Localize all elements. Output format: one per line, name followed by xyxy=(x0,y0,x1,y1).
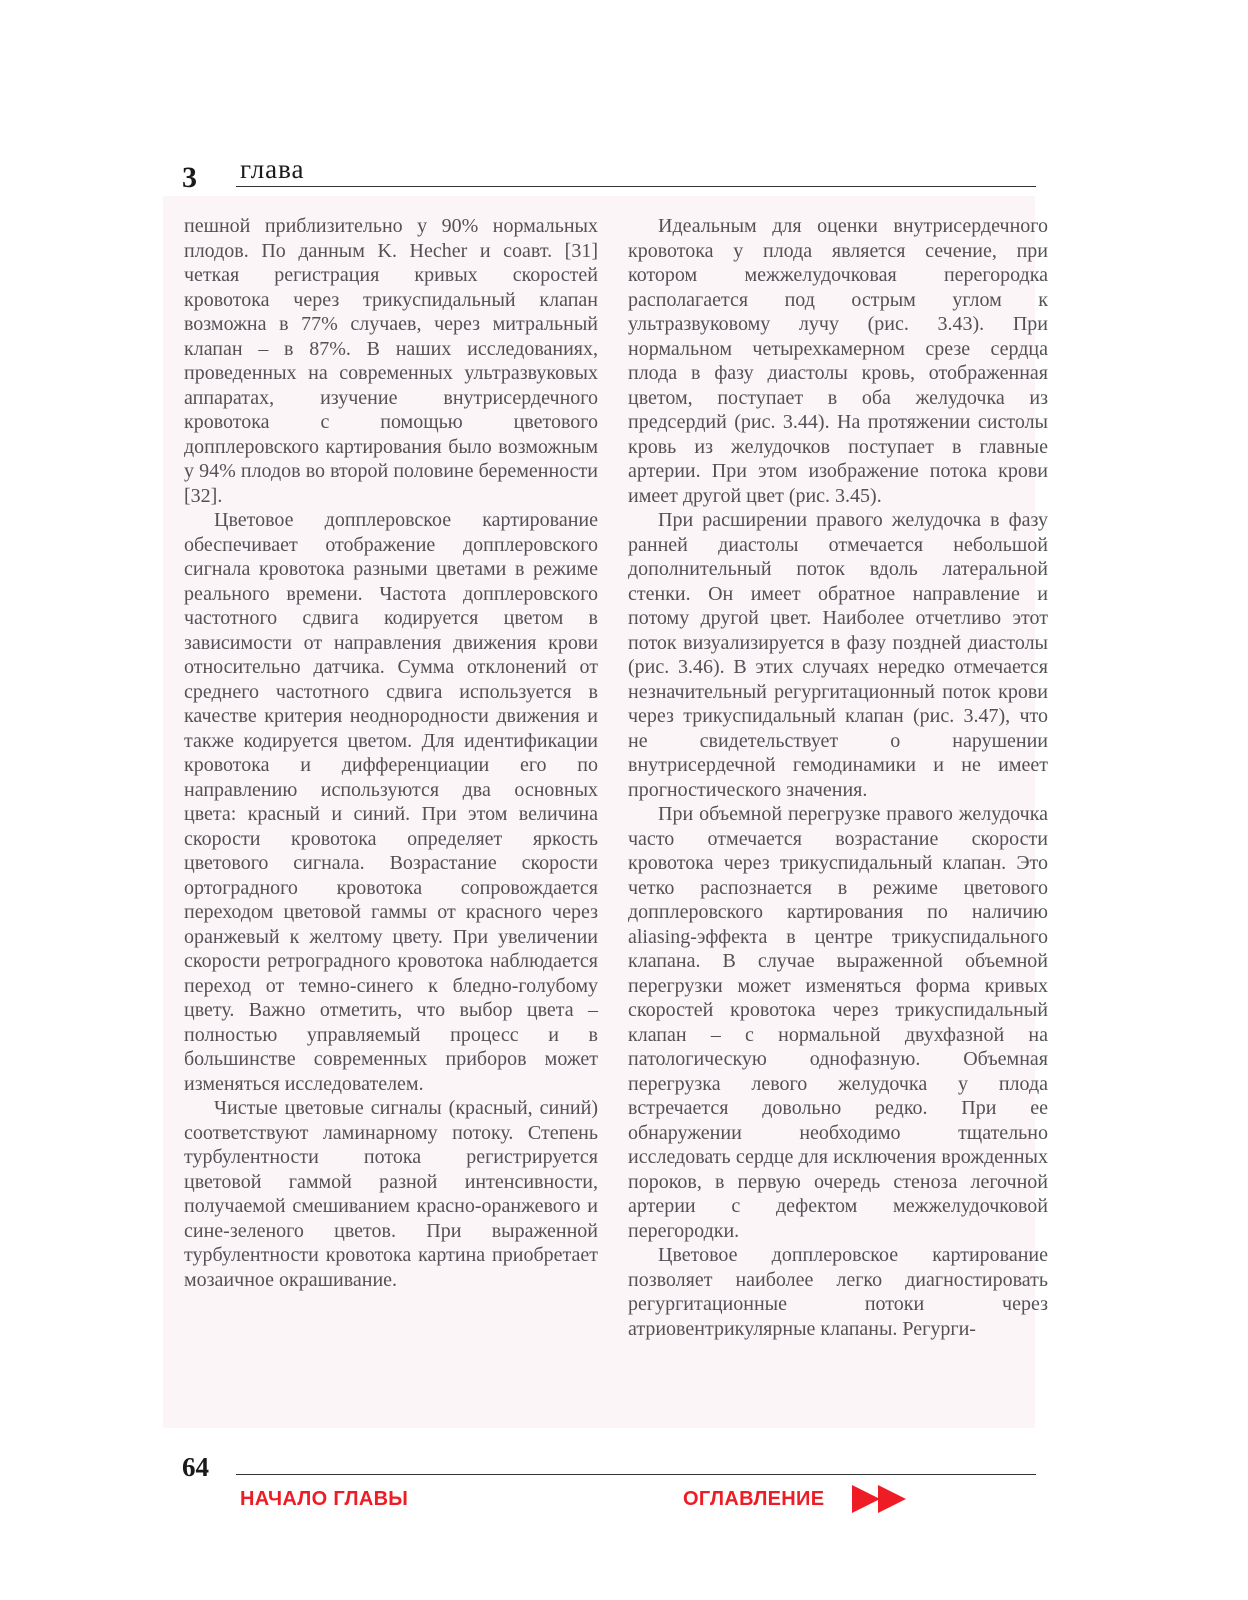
paragraph: Цветовое допплеровское картирование обеспечивает отображение допплеровского сигнала кровотока разными цветами в режиме реального времени. Частота допплеровского частотного сдвига кодируется цветом в зависимости от направления движения крови относительно датчика. Сумма отклонений от среднего частотного сдвига используется в качестве критерия неоднородности движения и также кодируется цветом. Для идентификации кровотока и дифференциации его по направлению используются два основных цвета: красный и синий. При этом величина скорости кровотока определяет яркость цветового сигнала. Возрастание скорости ортоградного кровотока сопровождается переходом цветовой гаммы от красного через оранжевый к желтому цвету. При увеличении скорости ретроградного кровотока наблюдается переход от темно-синего к бледно-голубому цвету. Важно отметить, что выбор цвета – полностью управляемый процесс и в большинстве современных приборов может изменяться исследователем. xyxy=(184,509,598,1095)
left-column xyxy=(184,214,598,1292)
footer-rule xyxy=(236,1474,1036,1475)
paragraph: При объемной перегрузке правого желудочка часто отмечается возрастание скорости кровотока через трикуспидальный клапан. Это четко распознается в режиме цветового допплеровского картирования по наличию aliasing-эффекта в центре трикуспидального клапана. В случае выраженной объемной перегрузки может изменяться форма кривых скоростей кровотока через трикуспидальный клапан – с нормальной двухфазной на патологическую однофазную. Объемная перегрузка левого желудочка у плода встречается довольно редко. При ее обнаружении необходимо тщательно исследовать сердце для исключения врожденных пороков, в первую очередь стеноза легочной артерии с дефектом межжелудочковой перегородки. xyxy=(628,803,1048,1242)
page-number: 64 xyxy=(182,1452,209,1482)
right-column xyxy=(628,214,1048,1341)
table-of-contents-link[interactable]: ОГЛАВЛЕНИЕ xyxy=(683,1488,825,1510)
chapter-label: глава xyxy=(240,154,305,184)
paragraph: пешной приблизительно у 90% нормальных плодов. По данным K. Hecher и соавт. [31] четкая регистрация кривых скоростей кровотока через трикуспидальный клапан возможна в 77% случаев, через митральный клапан – в 87%. В наших исследованиях, проведенных на современных ультразвуковых аппаратах, изучение внутрисердечного кровотока с помощью цветового допплеровского картирования было возможным у 94% плодов во второй половине беременности [32]. xyxy=(184,215,598,507)
double-triangle-forward-icon[interactable] xyxy=(852,1485,912,1513)
chapter-start-link[interactable]: НАЧАЛО ГЛАВЫ xyxy=(240,1488,409,1510)
paragraph: Чистые цветовые сигналы (красный, синий) соответствуют ламинарному потоку. Степень турбулентности потока регистрируется цветовой гаммой разной интенсивности, получаемой смешиванием красно-оранжевого и сине-зеленого цветов. При выраженной турбулентности кровотока картина приобретает мозаичное окрашивание. xyxy=(184,1097,598,1291)
header-rule xyxy=(236,186,1036,187)
chapter-number: 3 xyxy=(182,161,197,194)
paragraph: При расширении правого желудочка в фазу ранней диастолы отмечается небольшой дополнительный поток вдоль латеральной стенки. Он имеет обратное направление и потому другой цвет. Наиболее отчетливо этот поток визуализируется в фазу поздней диастолы (рис. 3.46). В этих случаях нередко отмечается незначительный регургитационный поток крови через трикуспидальный клапан (рис. 3.47), что не свидетельствует о нарушении внутрисердечной гемодинамики и не имеет прогностического значения. xyxy=(628,509,1048,801)
paragraph: Цветовое допплеровское картирование позволяет наиболее легко диагностировать регургитационные потоки через атриовентрикулярные клапаны. Регурги- xyxy=(628,1244,1048,1340)
paragraph: Идеальным для оценки внутрисердечного кровотока у плода является сечение, при котором межжелудочковая перегородка располагается под острым углом к ультразвуковому лучу (рис. 3.43). При нормальном четырехкамерном срезе сердца плода в фазу диастолы кровь, отображенная цветом, поступает в оба желудочка из предсердий (рис. 3.44). На протяжении систолы кровь из желудочков поступает в главные артерии. При этом изображение потока крови имеет другой цвет (рис. 3.45). xyxy=(628,215,1048,507)
